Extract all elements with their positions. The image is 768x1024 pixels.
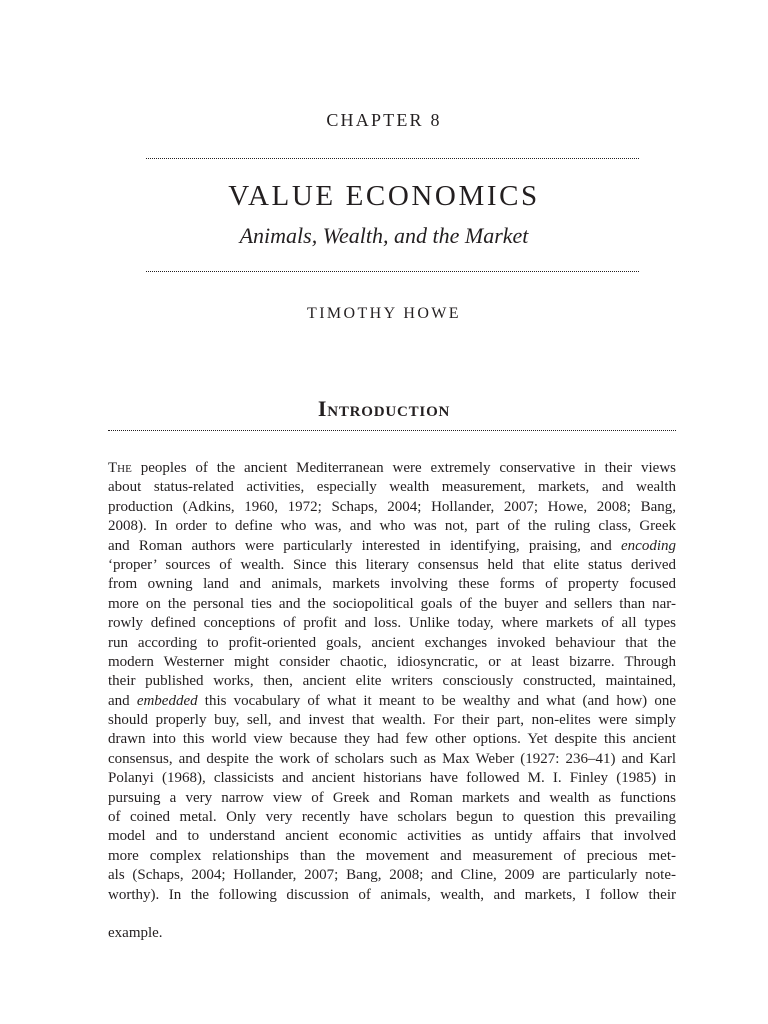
section-rule bbox=[108, 430, 676, 431]
text-line: als (Schaps, 2004; Hollander, 2007; Bang, 2008; and Cline, 2009 are particularly note- bbox=[108, 867, 676, 884]
text-line: should properly buy, sell, and invest that wealth. For their part, non-elites were simply bbox=[108, 712, 676, 729]
emphasis-embedded: embedded bbox=[136, 692, 198, 709]
text-line: consensus, and despite the work of scholars such as Max Weber (1927: 236–41) and Karl bbox=[108, 750, 676, 767]
text-line bbox=[108, 905, 676, 924]
chapter-subtitle: Animals, Wealth, and the Market bbox=[239, 223, 529, 248]
text-line-content: and Roman authors were particularly interested in identifying, praising, and bbox=[108, 537, 622, 554]
section-heading: Introduction bbox=[317, 396, 451, 421]
title-rule-bottom bbox=[146, 271, 639, 272]
text-line-content: peoples of the ancient Mediterranean were extremely conservative in their views bbox=[131, 460, 676, 476]
text-line-last: example. bbox=[108, 925, 163, 942]
text-line: rowly defined conceptions of profit and loss. Unlike today, where markets of all types bbox=[108, 615, 676, 632]
text-line: more complex relationships than the movement and measurement of precious met- bbox=[108, 847, 676, 864]
text-line: run according to profit-oriented goals, ancient exchanges invoked behaviour that the bbox=[108, 634, 676, 651]
text-line: from owning land and animals, markets involving these forms of property focused bbox=[108, 576, 676, 593]
text-line: pursuing a very narrow view of Greek and Roman markets and wealth as functions bbox=[108, 789, 676, 806]
text-line: worthy). In the following discussion of animals, wealth, and markets, I follow their bbox=[108, 886, 676, 903]
text-line bbox=[108, 459, 676, 478]
emphasis-encoding: encoding bbox=[621, 537, 676, 554]
text-line: their published works, then, ancient elite writers consciously constructed, maintained, bbox=[108, 673, 676, 690]
text-line: Polanyi (1968), classicists and ancient historians have followed M. I. Finley (1985) in bbox=[108, 770, 676, 787]
text-line: 2008). In order to define who was, and who was not, part of the ruling class, Greek bbox=[108, 518, 676, 535]
text-line: of coined metal. Only very recently have scholars begun to question this prevailing bbox=[108, 809, 676, 826]
lead-word: The bbox=[108, 460, 132, 476]
text-line: production (Adkins, 1960, 1972; Schaps, 2004; Hollander, 2007; Howe, 2008; Bang, bbox=[108, 498, 676, 515]
chapter-title: VALUE ECONOMICS bbox=[228, 180, 540, 212]
body-paragraph bbox=[108, 459, 676, 944]
text-line: modern Westerner might consider chaotic, idiosyncratic, or at least bizarre. Through bbox=[108, 653, 676, 670]
text-line-content: this vocabulary of what it meant to be wealthy and what (and how) one bbox=[197, 692, 676, 709]
text-line bbox=[108, 537, 676, 556]
text-line: drawn into this world view because they had few other options. Yet despite this ancient bbox=[108, 731, 676, 748]
text-line: more on the personal ties and the sociopolitical goals of the buyer and sellers than nar- bbox=[108, 595, 676, 612]
text-line: ‘proper’ sources of wealth. Since this literary consensus held that elite status derived bbox=[108, 556, 676, 573]
text-line bbox=[108, 692, 676, 711]
chapter-label: CHAPTER 8 bbox=[326, 110, 442, 130]
text-line: about status-related activities, especially wealth measurement, markets, and wealth bbox=[108, 479, 676, 496]
title-rule-top bbox=[146, 158, 639, 159]
text-line-content: and bbox=[108, 692, 137, 709]
author-name: TIMOTHY HOWE bbox=[307, 305, 461, 322]
text-line: model and to understand ancient economic activities as untidy affairs that involved bbox=[108, 828, 676, 845]
